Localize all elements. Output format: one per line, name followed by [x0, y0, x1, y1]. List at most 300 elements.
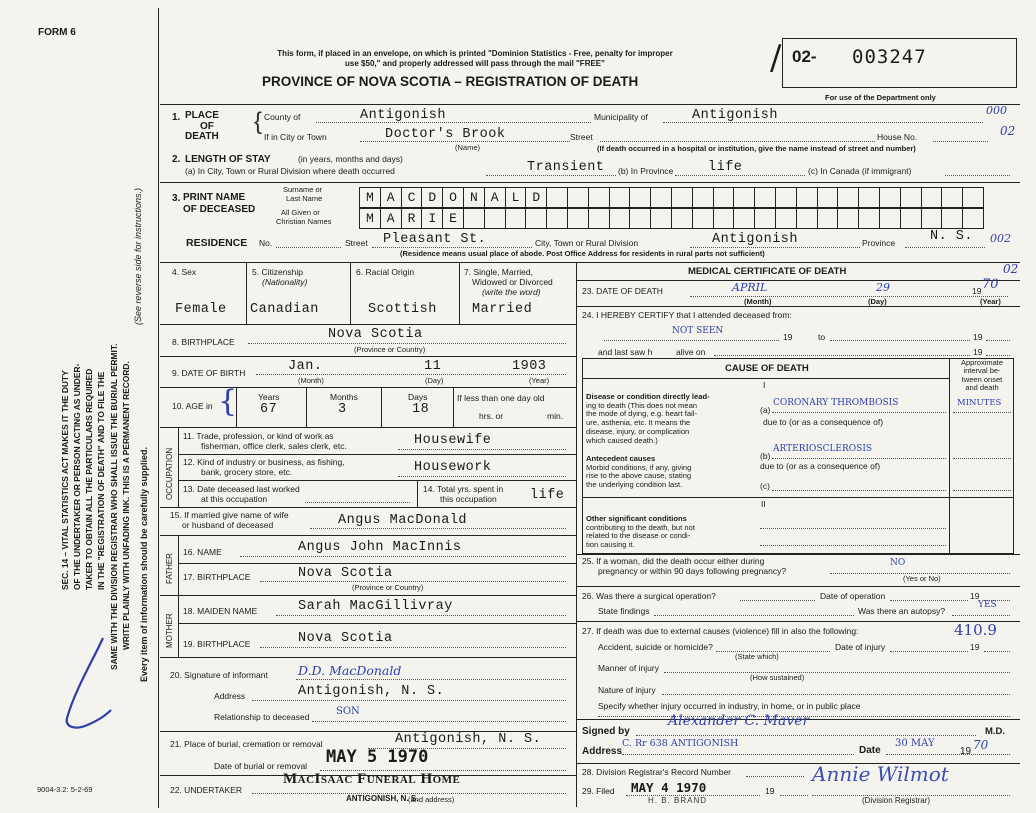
certify-19-a: 19	[783, 332, 793, 342]
left-margin-rule	[158, 8, 159, 808]
cert-date-year: 70	[973, 738, 989, 752]
dob-month: Jan.	[288, 359, 323, 374]
name-grid-cell	[796, 187, 818, 208]
length-of-stay-label: LENGTH OF STAY	[185, 154, 271, 165]
rule	[276, 615, 566, 616]
department-use-label: For use of the Department only	[825, 93, 936, 102]
rule	[305, 502, 410, 503]
surname-letter: L	[505, 187, 527, 208]
rule	[256, 374, 566, 375]
other-label-4: tion causing it.	[586, 540, 635, 550]
rule	[360, 141, 570, 142]
burial-place-label: 21. Place of burial, cremation or removal	[170, 739, 323, 749]
name-grid-cell	[609, 208, 631, 229]
age-days: 18	[412, 402, 430, 417]
rule	[600, 141, 875, 142]
stay-b-value: life	[708, 160, 743, 175]
yes-no-caption: (Yes or No)	[903, 574, 941, 583]
house-number-label: House No.	[877, 132, 918, 142]
dod-year: 70	[982, 277, 999, 292]
rule	[746, 776, 804, 777]
months-label: Months	[330, 392, 358, 402]
filed-19: 19	[765, 786, 775, 796]
last-worked-label-1: 13. Date deceased last worked	[183, 484, 300, 494]
dod-day-caption: (Day)	[868, 297, 887, 306]
rule	[252, 793, 566, 794]
cause-b-value: ARTERIOSCLEROSIS	[773, 444, 873, 454]
surname-label-1: Surname or	[283, 185, 323, 194]
antecedent-label-block	[586, 455, 691, 490]
residence-no-label: No.	[259, 238, 273, 248]
rule	[626, 795, 760, 796]
filed-stamp: MAY 4 1970	[631, 780, 707, 795]
name-grid-cell	[754, 187, 776, 208]
father-name-value: Angus John MacInnis	[298, 540, 462, 555]
residence-province-value: N. S.	[930, 229, 974, 244]
stay-b-label: (b) In Province	[618, 166, 674, 176]
roman-one: I	[763, 380, 766, 390]
rule	[576, 554, 1020, 555]
name-grid-cell	[671, 208, 693, 229]
column-divider	[576, 262, 577, 807]
disease-label-3: the mode of dying, e.g. heart fail-	[586, 409, 698, 419]
dod-day: 29	[876, 281, 890, 294]
trade-label-1: 11. Trade, profession, or kind of work as	[183, 431, 334, 441]
place-of-death-death: DEATH	[185, 131, 219, 142]
rule	[459, 262, 460, 324]
rule	[160, 507, 576, 508]
roman-two: II	[761, 499, 766, 509]
mother-birthplace-value: Nova Scotia	[298, 631, 393, 646]
dod-label: 23. DATE OF DEATH	[582, 286, 663, 296]
name-grid-cell	[921, 187, 943, 208]
side-text-1: SEC. 14 – VITAL STATISTICS ACT MAKES IT THE DUTY	[60, 370, 70, 590]
side-text-8: Every item of information should be carefully supplied.	[139, 446, 149, 682]
name-grid-cell	[629, 187, 651, 208]
rule	[675, 175, 805, 176]
hrs-label: hrs. or	[479, 411, 504, 421]
undertaker-address: ANTIGONISH, N. S.	[346, 794, 419, 803]
registrar-caption: (Division Registrar)	[862, 796, 931, 805]
rule	[772, 458, 946, 459]
surname-letter: O	[442, 187, 464, 208]
pregnancy-label-2: pregnancy or within 90 days following pregnancy?	[598, 566, 787, 576]
md-label: M.D.	[985, 726, 1006, 737]
name-grid-cell	[733, 208, 755, 229]
city-label: If in City or Town	[264, 132, 327, 142]
informant-address-label: Address	[214, 691, 246, 701]
rule	[178, 454, 576, 455]
burial-place-value: Antigonish, N. S.	[395, 732, 542, 747]
mother-side-label: MOTHER	[165, 613, 174, 648]
last-worked-label-2: at this occupation	[201, 494, 268, 504]
name-caption: (Name)	[455, 143, 481, 152]
rule	[952, 615, 1010, 616]
cert-date-label: Date	[859, 745, 881, 756]
age-bracket-mark: {	[218, 384, 238, 419]
manner-label: Manner of injury	[598, 663, 659, 673]
name-grid-cell	[879, 187, 901, 208]
rule	[160, 356, 576, 357]
citizenship-sub: (Nationality)	[262, 277, 308, 287]
interval-header-2: interval be-	[963, 366, 1001, 376]
rule	[160, 262, 1020, 263]
rule	[760, 528, 946, 529]
surname-letter: D	[421, 187, 443, 208]
spouse-value: Angus MacDonald	[338, 513, 468, 528]
rule	[604, 340, 779, 341]
rule	[663, 122, 983, 123]
rule	[398, 449, 566, 450]
name-grid-cell	[796, 208, 818, 229]
side-text-6: WRITE PLAINLY WITH UNFADING INK. THIS IS A PERMANENT RECORD.	[121, 361, 131, 650]
filed-label: 29. Filed	[582, 786, 615, 796]
birthplace-label: 8. BIRTHPLACE	[172, 337, 235, 347]
name-grid-cell	[463, 208, 485, 229]
length-of-stay-sub: (in years, months and days)	[298, 154, 403, 164]
residence-division-value: Antigonish	[712, 232, 799, 247]
name-grid-cell	[671, 187, 693, 208]
rule	[886, 754, 1010, 755]
pregnancy-value: NO	[890, 558, 906, 568]
registration-slash: /	[770, 38, 782, 78]
last-saw-19: 19	[973, 347, 983, 357]
physician-address-label: Address	[582, 746, 623, 757]
municipality-value: Antigonish	[692, 108, 779, 123]
given-name-letter: I	[421, 208, 443, 229]
rule	[178, 623, 576, 624]
rule	[636, 735, 976, 736]
given-name-grid-row	[360, 208, 984, 229]
state-findings-label: State findings	[598, 606, 650, 616]
father-birthplace-value: Nova Scotia	[298, 566, 393, 581]
rule	[350, 262, 351, 324]
industry-label-2: bank, grocery store, etc.	[201, 467, 293, 477]
name-grid-cell	[754, 208, 776, 229]
residence-province-label: Province	[862, 238, 896, 248]
name-grid-cell	[775, 187, 797, 208]
interval-header-1: Approximate	[960, 358, 1004, 367]
rule	[246, 262, 247, 324]
antecedent-label-2: Morbid conditions, if any, giving	[586, 462, 692, 472]
marital-label-2: Widowed or Divorced	[472, 277, 553, 287]
relationship-value: SON	[336, 706, 360, 717]
side-text-5: SAME WITH THE DIVISION REGISTRAR WHO SHALL ISSUE THE BURIAL PERMIT.	[109, 343, 119, 670]
how-sustained-caption: (How sustained)	[750, 673, 805, 682]
rule	[984, 651, 1010, 652]
name-grid-cell	[879, 208, 901, 229]
rule	[296, 679, 566, 680]
filed-stamp-sub: H. B. BRAND	[648, 796, 708, 805]
division-record-label: 28. Division Registrar's Record Number	[582, 767, 732, 777]
mother-maiden-label: 18. MAIDEN NAME	[183, 606, 258, 616]
surname-letter: N	[463, 187, 485, 208]
rule	[398, 476, 566, 477]
surname-letter: M	[359, 187, 381, 208]
rule	[654, 615, 854, 616]
name-grid-cell	[567, 187, 589, 208]
place-of-death-label: PLACE	[185, 110, 219, 121]
rule	[953, 412, 1011, 413]
disease-label-6: which caused death.)	[586, 435, 658, 445]
of-deceased-label: OF DECEASED	[183, 204, 256, 215]
physician-address: C. Rr 638 ANTIGONISH	[622, 738, 739, 749]
physician-signature: Alexander C. Maver	[668, 713, 810, 729]
given-name-letter: E	[442, 208, 464, 229]
days-label: Days	[408, 392, 428, 402]
rule	[381, 387, 382, 427]
marital-label-1: 7. Single, Married,	[464, 267, 533, 277]
signed-by-label: Signed by	[582, 726, 630, 737]
disease-label-5: disease, injury, or complication	[586, 426, 690, 436]
rule	[986, 340, 1010, 341]
other-label-2: contributing to the death, but not	[586, 522, 695, 532]
dept-code-3: 002	[990, 232, 1011, 245]
interval-header-3: tween onset	[961, 374, 1003, 384]
father-birthplace-label: 17. BIRTHPLACE	[183, 572, 251, 582]
informant-signature: D.D. MacDonald	[298, 663, 402, 678]
given-name-letter: M	[359, 208, 381, 229]
rule	[417, 480, 418, 507]
medical-certificate-title: MEDICAL CERTIFICATE OF DEATH	[688, 266, 847, 277]
cause-a-value: CORONARY THROMBOSIS	[773, 398, 899, 408]
father-side-label: FATHER	[165, 553, 174, 584]
name-grid-cell	[775, 208, 797, 229]
name-grid-cell	[546, 208, 568, 229]
rule	[178, 595, 179, 657]
undertaker-value: MacIsaac Funeral Home	[283, 771, 461, 787]
date-of-operation-label: Date of operation	[820, 591, 886, 601]
rule	[890, 651, 968, 652]
due-to-b: due to (or as a consequence of)	[760, 461, 881, 471]
rule	[276, 247, 341, 248]
rule	[662, 694, 1010, 695]
cause-a-interval: MINUTES	[957, 398, 1002, 408]
name-grid-cell	[609, 187, 631, 208]
name-grid-cell	[941, 208, 963, 229]
name-grid-cell	[817, 187, 839, 208]
dob-year: 1903	[512, 359, 547, 374]
last-saw-label: and last saw h	[598, 347, 653, 357]
dod-month: APRIL	[732, 281, 768, 294]
rule	[160, 595, 576, 596]
disease-label-1: Disease or condition directly lead-	[586, 392, 710, 401]
certify-to: to	[818, 332, 826, 342]
informant-address-value: Antigonish, N. S.	[298, 684, 445, 699]
dod-month-caption: (Month)	[744, 297, 772, 306]
marital-label-3: (write the word)	[482, 287, 541, 297]
rule	[372, 247, 532, 248]
rule	[953, 458, 1011, 459]
name-grid-cell	[692, 187, 714, 208]
disease-label-block	[586, 393, 710, 445]
father-name-label: 16. NAME	[183, 547, 222, 557]
registration-prefix: 02-	[792, 47, 817, 66]
rule	[453, 387, 454, 427]
sex-label: 4. Sex	[172, 267, 197, 277]
print-code: 9004-3.2: 5-2-69	[37, 785, 93, 794]
dept-code-4: 02	[1003, 262, 1019, 276]
rule	[760, 545, 946, 546]
registrar-signature: Annie Wilmot	[812, 762, 949, 786]
rule	[576, 306, 1020, 307]
name-grid-cell	[588, 208, 610, 229]
name-grid-cell	[484, 208, 506, 229]
rule	[240, 556, 566, 557]
sex-value: Female	[175, 302, 227, 317]
stay-c-label: (c) In Canada (if immigrant)	[808, 166, 912, 176]
rule	[160, 324, 576, 325]
disease-label-2: ing to death (This does not mean	[586, 400, 698, 410]
surname-letter: A	[484, 187, 506, 208]
county-value: Antigonish	[360, 108, 447, 123]
rule	[830, 340, 970, 341]
rule	[953, 490, 1011, 491]
surname-grid-row	[360, 187, 984, 208]
total-years-label-1: 14. Total yrs. spent in	[423, 484, 504, 494]
birthplace-value: Nova Scotia	[328, 327, 423, 342]
burial-date-label: Date of burial or removal	[214, 761, 308, 771]
rule	[690, 296, 1008, 297]
name-grid-cell	[858, 187, 880, 208]
name-grid-cell	[629, 208, 651, 229]
autopsy-value: YES	[978, 600, 997, 610]
residence-note: (Residence means usual place of abode. Post Office Address for residents in rural parts not sufficient)	[400, 249, 765, 258]
rule	[486, 175, 616, 176]
form-title: PROVINCE OF NOVA SCOTIA – REGISTRATION OF DEATH	[262, 74, 639, 89]
less-than-day-label: If less than one day old	[457, 393, 545, 403]
informant-signature-label: 20. Signature of informant	[170, 670, 268, 680]
antecedent-label-3: rise to the above cause, stating	[586, 471, 692, 481]
stay-a-label: (a) In City, Town or Rural Division where death occurred	[185, 166, 395, 176]
racial-value: Scottish	[368, 302, 437, 317]
nature-label: Nature of injury	[598, 685, 656, 695]
cause-c-label: (c)	[760, 481, 770, 491]
age-label: 10. AGE in	[172, 401, 213, 411]
rule	[310, 528, 566, 529]
dept-code-2: 02	[1000, 124, 1016, 138]
rule	[582, 497, 1014, 498]
residence-street-value: Pleasant St.	[383, 232, 487, 247]
cert-date-value: 30 MAY	[895, 738, 935, 749]
side-text-2: OF THE UNDERTAKER OR PERSON ACTING AS UNDER-	[72, 363, 82, 590]
notice-line-2: use $50," and properly addressed will pass through the mail "FREE"	[345, 59, 605, 68]
min-label: min.	[547, 411, 564, 421]
external-causes-code: 410.9	[954, 621, 997, 639]
rule	[933, 141, 988, 142]
rule	[772, 412, 946, 413]
rule	[248, 343, 566, 344]
name-grid-cell	[921, 208, 943, 229]
birthplace-caption: (Province or Country)	[354, 345, 426, 354]
dept-code-1: 000	[986, 104, 1007, 117]
rule	[740, 600, 815, 601]
residence-street-label: Street	[345, 238, 368, 248]
due-to-a: due to (or as a consequence of)	[763, 417, 884, 427]
section-2-number: 2.	[172, 154, 181, 165]
name-grid-cell	[650, 208, 672, 229]
state-which-caption: (State which)	[735, 652, 779, 661]
cause-b-label: (b)	[760, 451, 771, 461]
name-grid-cell	[588, 187, 610, 208]
antecedent-label-1: Antecedent causes	[586, 454, 656, 463]
section-3-number: 3.	[172, 193, 181, 204]
rule	[160, 427, 576, 428]
dob-year-caption: (Year)	[529, 376, 550, 385]
handwritten-initial-mark	[55, 630, 115, 740]
name-grid-cell	[733, 187, 755, 208]
name-grid-cell	[525, 208, 547, 229]
rule	[905, 247, 985, 248]
industry-value: Housework	[414, 460, 492, 475]
antecedent-label-4: the underlying condition last.	[586, 480, 683, 490]
city-value: Doctor's Brook	[385, 127, 506, 142]
name-grid-cell	[567, 208, 589, 229]
cause-of-death-title: CAUSE OF DEATH	[725, 363, 809, 374]
citizenship-label: 5. Citizenship	[252, 267, 304, 277]
total-years-value: life	[530, 488, 565, 503]
notice-line-1: This form, if placed in an envelope, on which is printed "Dominion Statistics - Free, penalty for improper	[277, 49, 673, 58]
other-conditions-block	[586, 515, 695, 550]
form-number: FORM 6	[38, 27, 76, 38]
surname-label-2: Last Name	[286, 194, 323, 203]
certify-value: NOT SEEN	[672, 326, 724, 336]
rule	[160, 657, 576, 658]
residence-label: RESIDENCE	[186, 237, 248, 249]
rule	[714, 355, 970, 356]
citizenship-value: Canadian	[250, 302, 319, 317]
marital-value: Married	[472, 302, 533, 317]
dob-month-caption: (Month)	[298, 376, 324, 385]
rule	[690, 247, 860, 248]
name-grid-cell	[692, 208, 714, 229]
place-of-death-of: OF	[200, 121, 214, 132]
rule	[178, 480, 576, 481]
rule	[576, 586, 1020, 587]
dob-label: 9. DATE OF BIRTH	[172, 368, 246, 378]
occupation-side-label: OCCUPATION	[165, 447, 174, 500]
name-grid-cell	[650, 187, 672, 208]
interval-header	[951, 359, 1013, 392]
name-grid-cell	[858, 208, 880, 229]
residence-division-label: City, Town or Rural Division	[535, 238, 639, 248]
rule	[986, 355, 1010, 356]
street-label: Street	[570, 132, 593, 142]
municipality-label: Municipality of	[594, 112, 648, 122]
name-grid-cell	[817, 208, 839, 229]
total-years-label-2: this occupation	[440, 494, 497, 504]
rule	[160, 535, 576, 536]
side-text-4: IN THE "REGISTRATION OF DEATH" AND TO FILE THE	[96, 371, 106, 590]
rule	[890, 600, 968, 601]
disease-label-4: ure, asthenia, etc. It means the	[586, 418, 691, 428]
stay-a-value: Transient	[527, 160, 605, 175]
rule	[178, 563, 576, 564]
operation-19: 19	[970, 591, 980, 601]
rule	[306, 387, 307, 427]
rule	[622, 754, 854, 755]
name-grid-cell	[713, 208, 735, 229]
surname-letter: A	[380, 187, 402, 208]
specify-label: Specify whether injury occurred in industry, in home, or in public place	[598, 701, 861, 711]
racial-label: 6. Racial Origin	[356, 267, 415, 277]
dod-year-prefix: 19	[972, 286, 982, 296]
given-label-2: Christian Names	[276, 217, 332, 226]
name-grid-cell	[713, 187, 735, 208]
rule	[178, 427, 179, 507]
other-label-1: Other significant conditions	[586, 514, 687, 523]
injury-19: 19	[970, 642, 980, 652]
